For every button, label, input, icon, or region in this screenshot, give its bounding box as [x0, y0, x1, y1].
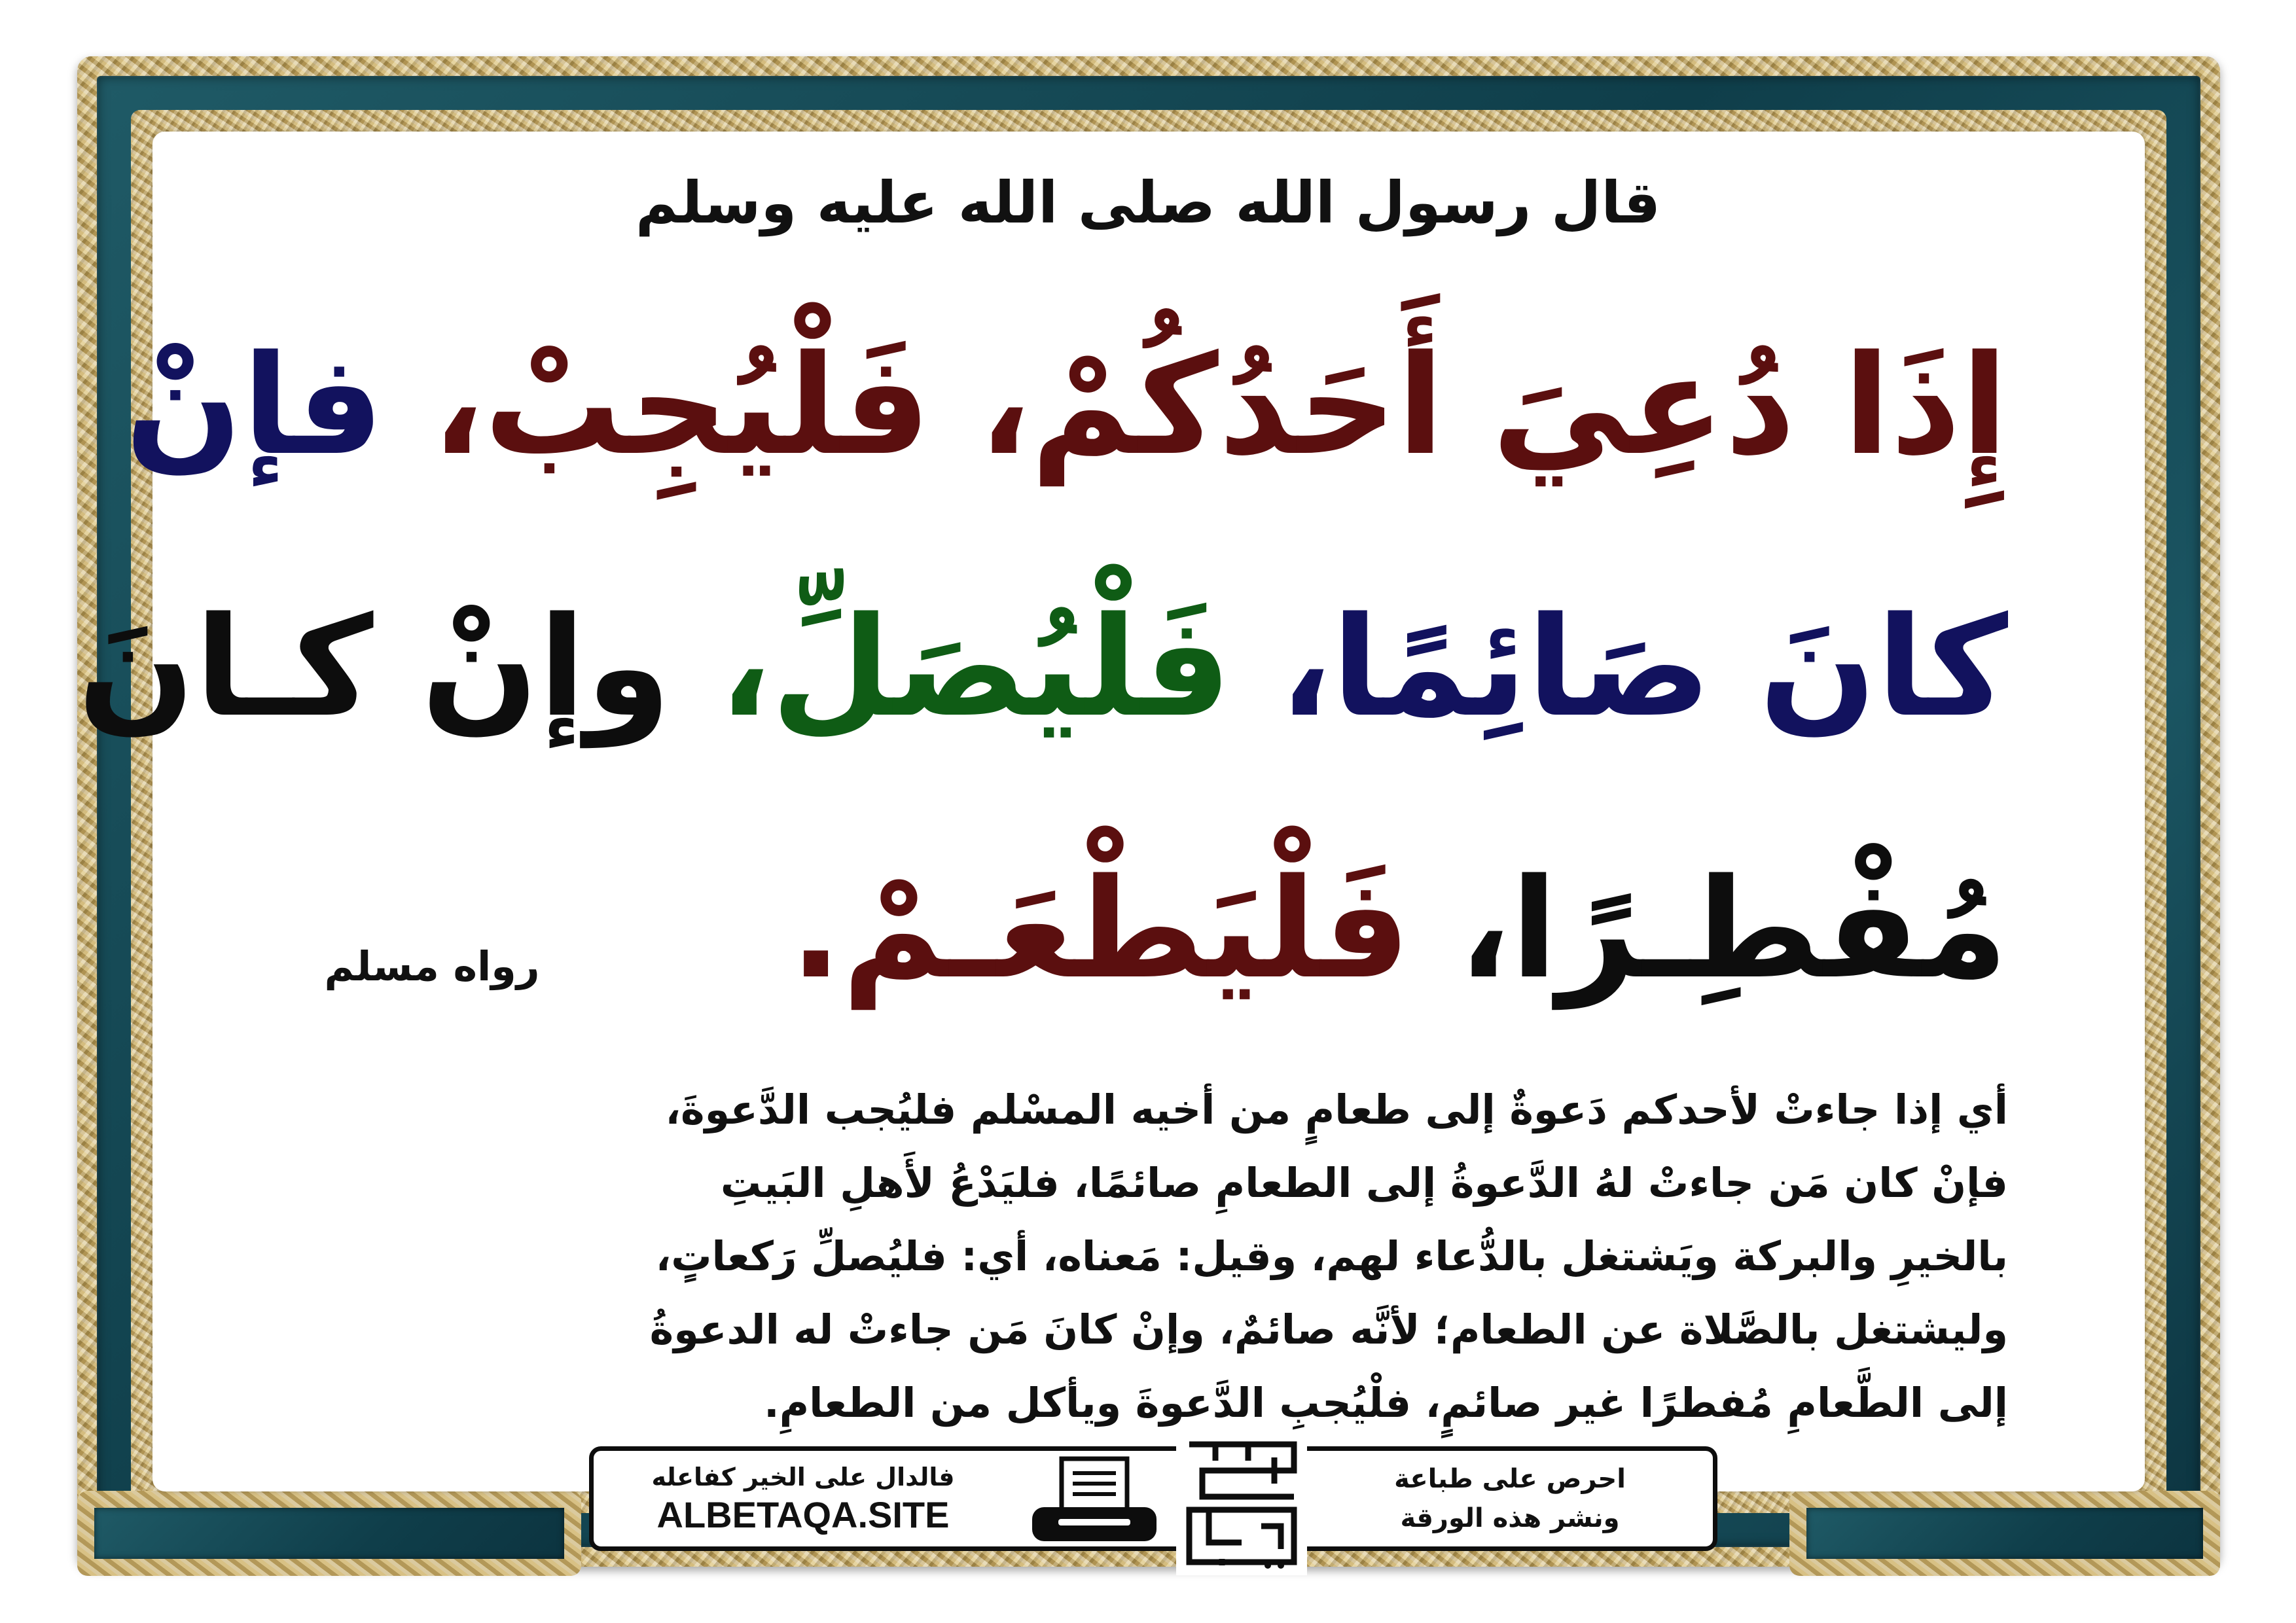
hadith-line-1-part-3: فإنْ — [124, 325, 384, 486]
hadith-line-2 — [77, 569, 2008, 766]
explanation-line: إلى الطَّعامِ مُفطرًا غير صائمٍ، فلْيُجبِ الدَّعوةَ ويأكل من الطعامِ. — [764, 1379, 2008, 1427]
hadith-line-1 — [124, 308, 2008, 504]
hadith-line-1-part-2: فَلْيُجِبْ، — [384, 325, 931, 486]
explanation-line: أي إذا جاءتْ لأحدكم دَعوةٌ إلى طعامٍ من أخيه المسْلم فليُجب الدَّعوةَ، — [665, 1086, 2008, 1133]
hadith-intro: قال رسول الله صلى الله عليه وسلم — [635, 169, 1661, 236]
bottom-right-frame-piece — [1789, 1491, 2220, 1576]
dawa-logo — [1176, 1431, 1307, 1575]
explanation-text — [288, 1073, 2008, 1440]
hadith-line-2-part-1: كانَ صَائِمًا، — [1231, 587, 2008, 747]
hadith-line-3-part-1: مُفْطِـرًا، — [1410, 849, 2008, 1009]
hadith-line-3 — [789, 831, 2008, 1027]
footer-note-block — [1307, 1451, 1713, 1546]
footer-site-block — [594, 1451, 1013, 1546]
footer-banner — [589, 1446, 1717, 1551]
footer-slogan: فالدال على الخير كفاعله — [651, 1463, 955, 1491]
hadith-line-2-part-3: وإنْ كـانَ — [77, 587, 672, 747]
footer-note-line-2: ونشر هذه الورقة — [1400, 1503, 1620, 1533]
explanation-line: وليشتغل بالصَّلاة عن الطعام؛ لأنَّه صائمٌ، وإنْ كانَ مَن جاءتْ له الدعوةُ — [649, 1306, 2008, 1353]
printer-icon — [1013, 1451, 1176, 1546]
footer-note-line-1: احرص على طباعة — [1394, 1464, 1626, 1494]
hadith-line-1-part-1: إِذَا دُعِيَ أَحَدُكُمْ، — [931, 325, 2008, 486]
explanation-line: فإنْ كان مَن جاءتْ لهُ الدَّعوةُ إلى الطعامِ صائمًا، فليَدْعُ لأَهلِ البَيتِ — [720, 1159, 2008, 1207]
explanation-line: بالخيرِ والبركة ويَشتغل بالدُّعاء لهم، وقيل: مَعناه، أي: فليُصلِّ رَكعاتٍ، — [655, 1232, 2008, 1280]
narrator-credit: رواه مسلم — [324, 942, 540, 990]
hadith-line-2-part-2: فَلْيُصَلِّ، — [671, 587, 1232, 747]
bottom-left-frame-piece — [77, 1491, 581, 1576]
site-link[interactable]: ALBETAQA.SITE — [656, 1494, 950, 1535]
hadith-line-3-part-2: فَلْيَطْعَـمْ. — [789, 849, 1410, 1009]
